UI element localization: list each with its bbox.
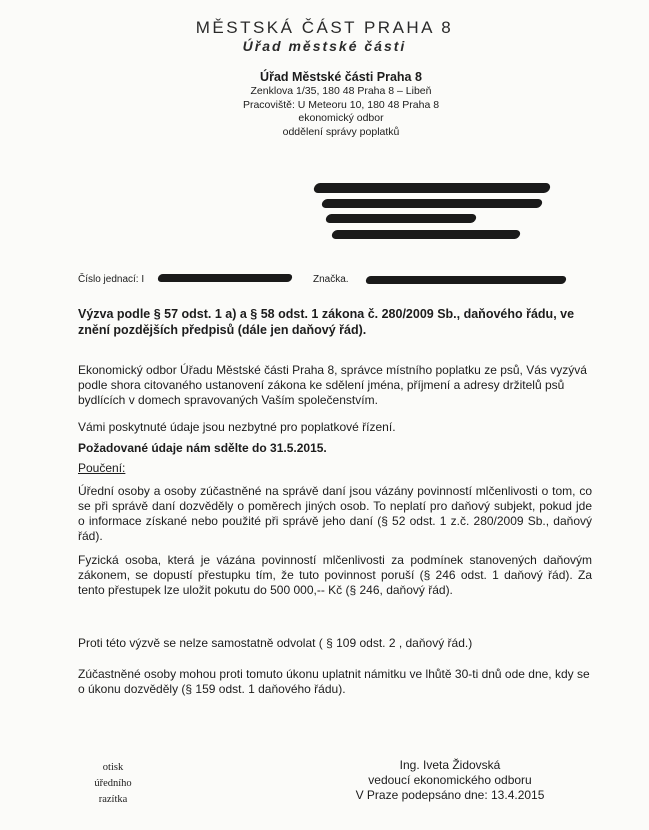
office-address-line2: Pracoviště: U Meteoru 10, 180 48 Praha 8 bbox=[242, 98, 440, 111]
body-paragraph-penalty: Fyzická osoba, která je vázána povinností mlčenlivosti za podmínek stanovených daňovým zákonem, se dopustí přestupku tím, že tuto povinnost poruší (§ 246 odst. 1 daňový řád). Za tento přestupek lze uložit pokutu do 500 000,-- Kč (§ 246, daňový řád). bbox=[78, 553, 592, 597]
subject-heading: Výzva podle § 57 odst. 1 a) a § 58 odst. 1 zákona č. 280/2009 Sb., daňového řádu, ve znění pozdějších předpisů (dále jen daňový řád). bbox=[78, 307, 575, 337]
office-address-block bbox=[196, 70, 486, 139]
signatory-role: vedoucí ekonomického odboru bbox=[368, 773, 532, 787]
office-address-line1: Zenklova 1/35, 180 48 Praha 8 – Libeň bbox=[250, 85, 432, 97]
signature-block bbox=[330, 758, 570, 803]
signatory-name: Ing. Iveta Židovská bbox=[399, 758, 501, 772]
reference-number-label: Číslo jednací: I bbox=[78, 274, 145, 285]
office-section: oddělení správy poplatků bbox=[282, 125, 400, 138]
municipality-title: MĚSTSKÁ ČÁST PRAHA 8 bbox=[195, 18, 454, 37]
redacted-recipient-line1 bbox=[313, 183, 551, 193]
body-paragraph-necessity: Vámi poskytnuté údaje jsou nezbytné pro poplatkové řízení. bbox=[78, 420, 396, 434]
signed-date: V Praze podepsáno dne: 13.4.2015 bbox=[355, 788, 545, 802]
redacted-mark bbox=[365, 276, 567, 284]
redacted-reference-number bbox=[157, 274, 293, 282]
body-paragraph-request: Ekonomický odbor Úřadu Městské části Praha 8, správce místního poplatku ze psů, Vás vyzývá podle shora citovaného ustanovení zákona ke sdělení jména, příjmení a adresy držitelů psů bydlících v domech spravovaných Vaším společenstvím. bbox=[78, 363, 587, 407]
stamp-placeholder bbox=[78, 760, 148, 808]
office-name: Úřad Městské části Praha 8 bbox=[260, 70, 422, 84]
stamp-line1: otisk bbox=[102, 762, 124, 773]
body-paragraph-no-appeal: Proti této výzvě se nelze samostatně odvolat ( § 109 odst. 2 , daňový řád.) bbox=[78, 636, 473, 650]
body-paragraph-confidentiality: Úřední osoby a osoby zúčastněné na správě daní jsou vázány povinností mlčenlivosti o tom, co se při správě daní dozvěděly o poměrech jiných osob. To neplatí pro daňový subjekt, pokud jde o informace získané nebo použité při správě jeho daní (§ 52 odst. 1 z.č. 280/2009 Sb., daňový řád). bbox=[78, 484, 592, 543]
mark-label: Značka. bbox=[313, 274, 349, 285]
body-paragraph-objection: Zúčastněné osoby mohou proti tomuto úkonu uplatnit námitku ve lhůtě 30-ti dnů ode dne, kdy se o úkonu dozvěděly (§ 159 odst. 1 daňového řádu). bbox=[78, 667, 590, 696]
instruction-label: Poučení: bbox=[78, 461, 126, 475]
redacted-recipient-line3 bbox=[325, 214, 477, 223]
stamp-line3: razítka bbox=[98, 794, 128, 805]
municipality-subtitle: Úřad městské části bbox=[242, 38, 407, 54]
deadline-statement: Požadované údaje nám sdělte do 31.5.2015. bbox=[78, 441, 327, 455]
stamp-line2: úředního bbox=[94, 778, 132, 789]
redacted-recipient-line4 bbox=[331, 230, 521, 239]
redacted-recipient-line2 bbox=[321, 199, 543, 208]
office-department: ekonomický odbor bbox=[298, 112, 384, 124]
